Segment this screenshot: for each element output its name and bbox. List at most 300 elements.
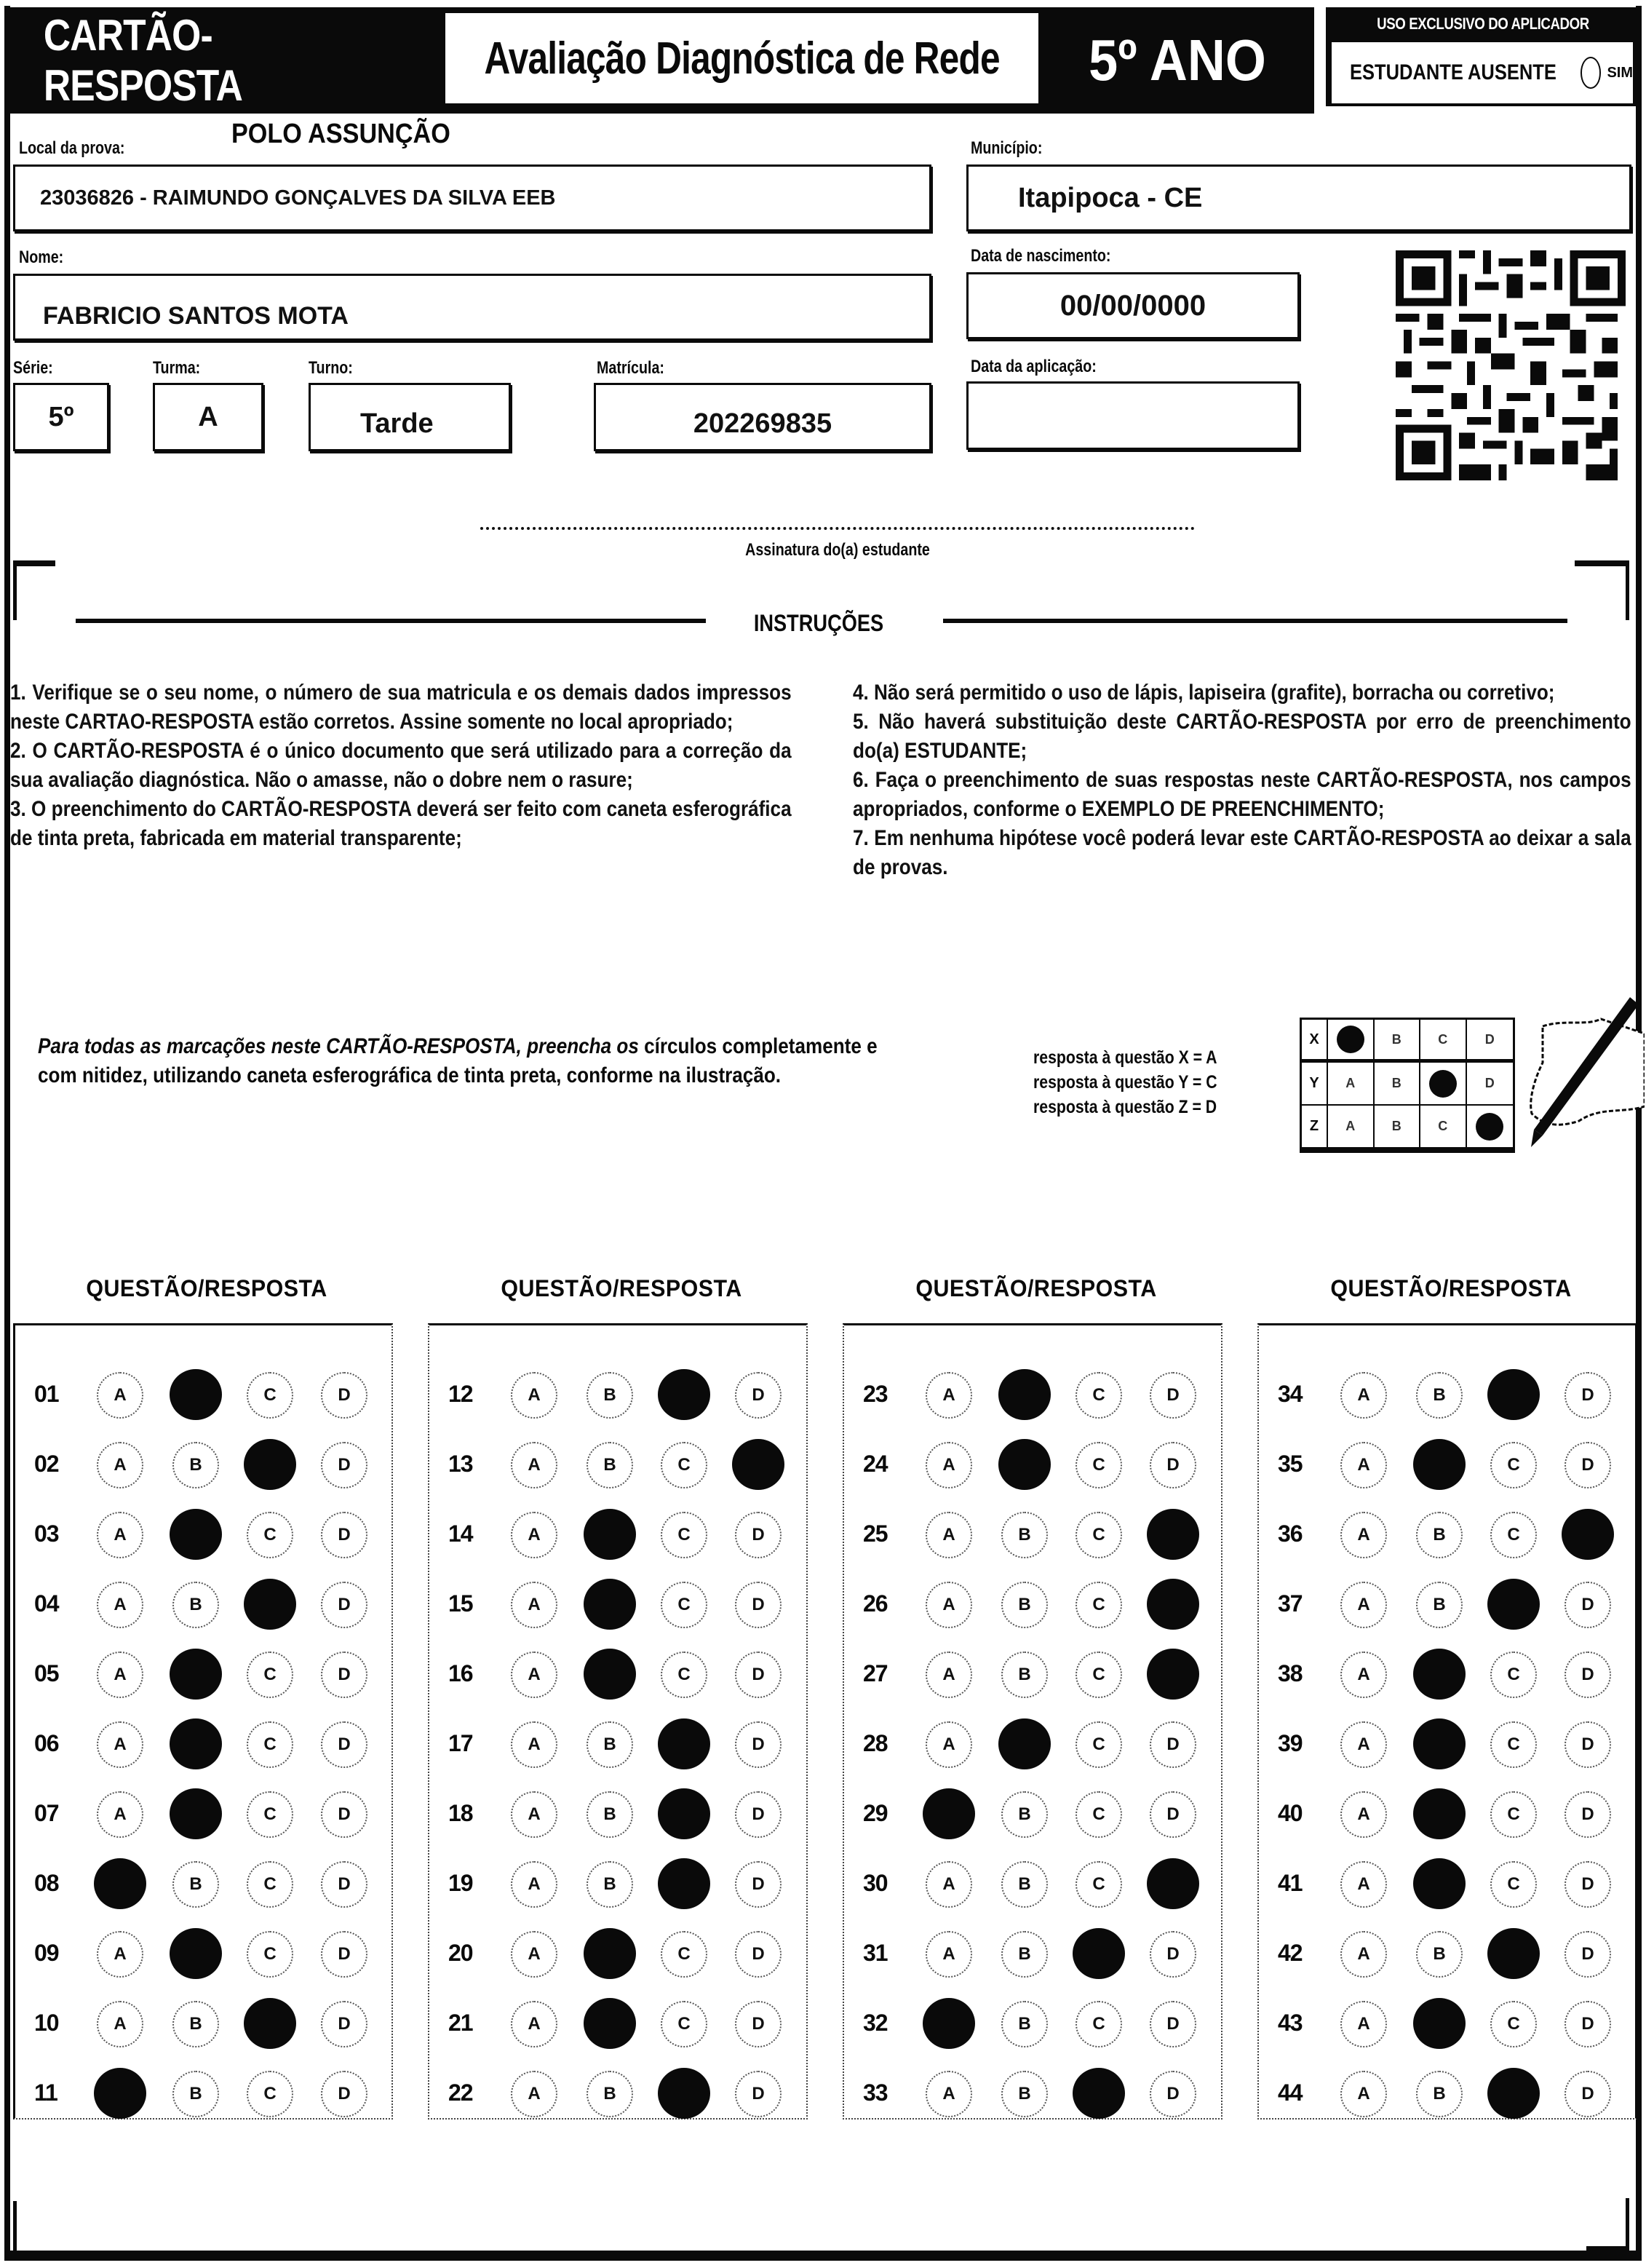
municipio-field[interactable] [966,164,1631,231]
answer-bubble-d-filled[interactable] [1147,1858,1199,1909]
answer-bubble-b[interactable]: B [587,2071,633,2117]
answer-bubble-a[interactable]: A [511,2071,557,2117]
answer-bubble-a-filled[interactable] [923,1998,975,2049]
answer-bubble-a[interactable]: A [97,1372,143,1419]
nascimento-label: Data de nascimento: [971,246,1111,266]
example-option-letter: D [1484,1031,1495,1047]
answer-bubble-d[interactable]: D [735,1791,782,1838]
answer-bubble-d[interactable]: D [1150,2071,1196,2117]
answer-bubble-b[interactable]: B [1001,1582,1048,1628]
answer-bubble-d[interactable]: D [1565,1372,1611,1419]
answer-bubble-d[interactable]: D [1565,1721,1611,1768]
answer-bubble-a-filled[interactable] [94,1858,146,1909]
nascimento-value: 00/00/0000 [1059,289,1206,322]
question-number: 11 [34,2079,57,2106]
answer-bubble-a[interactable]: A [1340,1721,1387,1768]
answer-bubble-b-filled[interactable] [170,1369,222,1420]
answer-bubble-c[interactable]: C [1076,1512,1122,1558]
answer-bubble-d-filled[interactable] [1147,1649,1199,1700]
answer-bubble-a[interactable]: A [926,1442,972,1488]
answer-bubble-b[interactable]: B [172,2071,219,2117]
answer-bubble-a[interactable]: A [97,1582,143,1628]
answer-bubble-d-filled[interactable] [1147,1579,1199,1630]
answer-bubble-b[interactable]: B [587,1372,633,1419]
answer-bubble-b[interactable]: B [1001,2071,1048,2117]
answer-bubble-d[interactable]: D [735,1652,782,1698]
answer-bubble-c[interactable]: C [661,1442,707,1488]
answer-bubble-b-filled[interactable] [1413,1718,1466,1769]
municipio-value: Itapipoca - CE [1018,182,1203,213]
example-option-cell [1328,1020,1375,1063]
answer-bubble-d[interactable]: D [1565,2071,1611,2117]
answer-bubble-b-filled[interactable] [170,1649,222,1700]
question-row [429,1371,806,1422]
answer-bubble-a[interactable]: A [511,1721,557,1768]
answer-bubble-b[interactable]: B [172,2001,219,2047]
answer-bubble-b[interactable]: B [1416,2071,1463,2117]
answer-bubble-c[interactable]: C [661,1512,707,1558]
answer-bubble-d[interactable]: D [1565,1791,1611,1838]
question-number: 35 [1278,1451,1303,1477]
question-number: 09 [34,1940,59,1966]
serie-value: 5º [48,401,74,432]
answer-bubble-d[interactable]: D [321,2071,367,2117]
question-row [844,1720,1221,1771]
answer-bubble-b-filled[interactable] [998,1718,1051,1769]
question-row [844,1930,1221,1980]
answer-bubble-c[interactable]: C [1076,1791,1122,1838]
question-number: 02 [34,1451,59,1477]
example-option-cell [1420,1020,1467,1063]
question-row [429,2069,806,2120]
answer-bubble-b-filled[interactable] [1413,1998,1466,2049]
example-option-cell [1328,1106,1375,1149]
instruction-5: 5. Não haverá substituição deste CARTÃO-RESPOSTA por erro de preenchimento do(a) ESTUDANTE; [853,710,1631,763]
signature-line[interactable] [480,527,1195,530]
answer-bubble-d[interactable]: D [1565,1582,1611,1628]
answer-bubble-c-filled[interactable] [658,1369,710,1420]
fill-instructions [38,1032,911,1090]
answer-bubble-b-filled[interactable] [1413,1439,1466,1490]
answer-bubble-d[interactable]: D [1150,1721,1196,1768]
answer-bubble-c-filled[interactable] [1487,1369,1540,1420]
answer-bubble-d[interactable]: D [321,1582,367,1628]
question-row [15,1930,391,1980]
example-legend-x: resposta à questão X = A [1033,1047,1217,1068]
answer-bubble-a[interactable]: A [511,1652,557,1698]
answer-bubble-c[interactable]: C [661,1652,707,1698]
exam-title: Avaliação Diagnóstica de Rede [484,33,1000,84]
applicator-panel [1326,7,1640,106]
answer-bubble-b-filled[interactable] [584,1509,636,1560]
answer-bubble-a[interactable]: A [1340,1582,1387,1628]
answer-bubble-c[interactable]: C [1076,1721,1122,1768]
example-option-letter: A [1345,1076,1356,1090]
question-number: 16 [448,1660,473,1686]
answer-bubble-b-filled[interactable] [584,1649,636,1700]
answer-bubble-c[interactable]: C [247,1721,293,1768]
answer-bubble-c-filled[interactable] [1073,1928,1125,1979]
question-row [429,1440,806,1491]
answer-bubble-b-filled[interactable] [584,1998,636,2049]
answer-column-title: QUESTÃO/RESPOSTA [1330,1275,1572,1301]
answer-bubble-d[interactable]: D [321,1791,367,1838]
question-number: 12 [448,1381,473,1407]
answer-bubble-c-filled[interactable] [658,1858,710,1909]
answer-bubble-b[interactable]: B [587,1721,633,1768]
answer-bubble-c-filled[interactable] [244,1439,296,1490]
answer-bubble-d-filled[interactable] [1562,1509,1614,1560]
instructions-title: INSTRUÇÕES [753,610,884,636]
example-option-letter: D [1484,1076,1495,1090]
answer-bubble-d[interactable]: D [735,1931,782,1978]
question-number: 17 [448,1730,473,1756]
answer-bubble-a[interactable]: A [926,2071,972,2117]
answer-bubble-c[interactable]: C [1076,1652,1122,1698]
matricula-field[interactable] [594,383,931,451]
answer-bubble-a[interactable]: A [511,1582,557,1628]
answer-bubble-c[interactable]: C [247,1652,293,1698]
question-number: 22 [448,2079,473,2106]
answer-bubble-d[interactable]: D [735,1372,782,1419]
answer-bubble-d[interactable]: D [1150,1442,1196,1488]
answer-bubble-b[interactable]: B [1416,1512,1463,1558]
answer-bubble-b[interactable]: B [1416,1931,1463,1978]
example-option-cell [1375,1020,1421,1063]
example-option-letter: C [1438,1119,1448,1133]
question-row [15,1999,391,2050]
question-row [844,1860,1221,1911]
aplicacao-field[interactable] [966,381,1300,450]
answer-bubble-b-filled[interactable] [170,1718,222,1769]
answer-bubble-c[interactable]: C [1490,2001,1537,2047]
answer-bubble-a[interactable]: A [1340,1652,1387,1698]
example-option-letter: B [1391,1076,1402,1090]
answer-bubble-a[interactable]: A [511,2001,557,2047]
qr-code-icon [1396,250,1626,480]
question-row [15,2069,391,2120]
example-option-cell [1375,1063,1421,1106]
question-number: 28 [863,1730,888,1756]
question-row [429,1510,806,1561]
answer-bubble-a[interactable]: A [97,1721,143,1768]
example-row-label: Y [1302,1063,1328,1106]
answer-bubble-a-filled[interactable] [94,2068,146,2119]
answer-bubble-b-filled[interactable] [1413,1858,1466,1909]
serie-field[interactable] [13,383,109,451]
answer-bubble-c[interactable]: C [1076,1372,1122,1419]
answer-bubble-d[interactable]: D [735,1512,782,1558]
nome-value: FABRICIO SANTOS MOTA [43,301,349,330]
answer-bubble-b[interactable]: B [1001,1791,1048,1838]
answer-bubble-c[interactable]: C [1490,1791,1537,1838]
question-row [429,1650,806,1701]
example-legend-y: resposta à questão Y = C [1033,1072,1217,1093]
answer-bubble-b[interactable]: B [172,1861,219,1908]
answer-bubble-b-filled[interactable] [170,1928,222,1979]
answer-bubble-a[interactable]: A [926,1721,972,1768]
answer-bubble-b[interactable]: B [172,1442,219,1488]
answer-bubble-b-filled[interactable] [584,1579,636,1630]
answer-bubble-a[interactable]: A [926,1372,972,1419]
answer-column-1 [13,1323,393,2120]
question-number: 33 [863,2079,888,2106]
answer-bubble-c[interactable]: C [1490,1861,1537,1908]
answer-bubble-a[interactable]: A [1340,1861,1387,1908]
signature-label: Assinatura do(a) estudante [745,540,930,560]
question-row [15,1440,391,1491]
example-row-label: X [1302,1020,1328,1063]
question-row [429,1720,806,1771]
matricula-value: 202269835 [693,408,832,439]
answer-bubble-d[interactable]: D [321,1652,367,1698]
answer-bubble-c-filled[interactable] [1073,2068,1125,2119]
answer-bubble-d[interactable]: D [735,1721,782,1768]
question-row [429,1860,806,1911]
answer-bubble-d[interactable]: D [735,2071,782,2117]
example-option-letter: A [1345,1119,1356,1133]
answer-bubble-d[interactable]: D [1565,1652,1611,1698]
answer-bubble-c[interactable]: C [1076,2001,1122,2047]
answer-bubble-a[interactable]: A [511,1791,557,1838]
question-number: 23 [863,1381,888,1407]
question-row [15,1371,391,1422]
answer-bubble-d[interactable]: D [1150,1931,1196,1978]
question-row [844,1510,1221,1561]
answer-bubble-d-filled[interactable] [732,1439,784,1490]
answer-bubble-d[interactable]: D [1565,1931,1611,1978]
answer-bubble-c-filled[interactable] [658,2068,710,2119]
answer-bubble-c[interactable]: C [1076,1582,1122,1628]
question-number: 44 [1278,2079,1303,2106]
question-number: 32 [863,2010,888,2036]
answer-bubble-d[interactable]: D [321,1372,367,1419]
question-number: 19 [448,1870,473,1896]
answer-bubble-b[interactable]: B [587,1861,633,1908]
question-row [15,1650,391,1701]
answer-bubble-c[interactable]: C [247,1791,293,1838]
answer-bubble-b-filled[interactable] [584,1928,636,1979]
answer-bubble-a[interactable]: A [1340,1791,1387,1838]
absent-student-bubble[interactable] [1581,57,1602,89]
answer-bubble-c[interactable]: C [1490,1721,1537,1768]
answer-bubble-d[interactable]: D [321,2001,367,2047]
turno-field[interactable] [309,383,511,451]
answer-bubble-d[interactable]: D [321,1721,367,1768]
question-row [15,1790,391,1841]
answer-bubble-a[interactable]: A [926,1652,972,1698]
serie-label: Série: [13,358,53,378]
answer-bubble-c[interactable]: C [1490,1512,1537,1558]
answer-bubble-d-filled[interactable] [1147,1509,1199,1560]
answer-bubble-b[interactable]: B [1001,1512,1048,1558]
question-row [1259,1999,1635,2050]
question-number: 25 [863,1520,888,1547]
answer-bubble-a[interactable]: A [1340,1512,1387,1558]
question-row [1259,1650,1635,1701]
answer-bubble-b[interactable]: B [1001,2001,1048,2047]
question-number: 18 [448,1800,473,1826]
corner-mark-bottom-left-horizontal [13,2251,55,2258]
turma-field[interactable] [153,383,263,451]
instructions-rule-right [943,619,1567,623]
answer-column-2 [428,1323,808,2120]
question-number: 21 [448,2010,473,2036]
answer-bubble-a[interactable]: A [511,1512,557,1558]
question-row [844,1440,1221,1491]
answer-column-title: QUESTÃO/RESPOSTA [915,1275,1157,1301]
answer-bubble-a[interactable]: A [97,2001,143,2047]
question-row [1259,1580,1635,1631]
answer-bubble-c-filled[interactable] [658,1788,710,1839]
instruction-3: 3. O preenchimento do CARTÃO-RESPOSTA deverá ser feito com caneta esferográfica de tinta preta, fabricada em material transparente; [10,797,792,850]
question-number: 41 [1278,1870,1303,1896]
question-row [429,1999,806,2050]
instruction-6: 6. Faça o preenchimento de suas respostas neste CARTÃO-RESPOSTA, nos campos apropriados, conforme o EXEMPLO DE PREENCHIMENTO; [853,768,1631,821]
question-number: 03 [34,1520,59,1547]
answer-bubble-d[interactable]: D [735,2001,782,2047]
answer-bubble-c[interactable]: C [661,1582,707,1628]
answer-bubble-c[interactable]: C [247,1931,293,1978]
answer-bubble-a[interactable]: A [511,1442,557,1488]
answer-bubble-a[interactable]: A [97,1931,143,1978]
answer-bubble-a[interactable]: A [926,1512,972,1558]
example-legend-z: resposta à questão Z = D [1033,1097,1217,1117]
answer-bubble-a[interactable]: A [1340,1372,1387,1419]
absent-student-box [1332,42,1633,103]
answer-bubble-a[interactable]: A [1340,2001,1387,2047]
answer-bubble-b[interactable]: B [172,1582,219,1628]
instruction-1: 1. Verifique se o seu nome, o número de sua matricula e os demais dados impressos neste CARTAO-RESPOSTA estão corretos. Assine somente no local apropriado; [10,681,792,734]
answer-bubble-a[interactable]: A [97,1791,143,1838]
answer-column-title: QUESTÃO/RESPOSTA [501,1275,742,1301]
municipio-label: Município: [971,138,1043,158]
answer-bubble-d[interactable]: D [1150,1372,1196,1419]
turno-value: Tarde [360,408,434,439]
answer-bubble-d[interactable]: D [321,1442,367,1488]
answer-bubble-c-filled[interactable] [1487,1928,1540,1979]
answer-bubble-c-filled[interactable] [244,1998,296,2049]
answer-bubble-d[interactable]: D [735,1582,782,1628]
example-option-cell [1420,1106,1467,1149]
answer-bubble-b[interactable]: B [1001,1931,1048,1978]
answer-bubble-d[interactable]: D [1565,2001,1611,2047]
answer-bubble-a[interactable]: A [1340,1931,1387,1978]
answer-bubble-c[interactable]: C [1490,1652,1537,1698]
answer-bubble-a[interactable]: A [97,1512,143,1558]
answer-bubble-b[interactable]: B [1001,1652,1048,1698]
answer-bubble-a[interactable]: A [511,1372,557,1419]
answer-bubble-b-filled[interactable] [998,1369,1051,1420]
absent-option-label: SIM [1607,64,1633,81]
answer-bubble-c-filled[interactable] [1487,2068,1540,2119]
question-number: 30 [863,1870,888,1896]
example-option-cell [1328,1063,1375,1106]
turma-value: A [198,401,218,432]
answer-bubble-b[interactable]: B [1416,1582,1463,1628]
answer-bubble-c-filled[interactable] [1487,1579,1540,1630]
nome-field[interactable] [13,274,931,341]
question-number: 06 [34,1730,59,1756]
question-row [429,1580,806,1631]
question-number: 01 [34,1381,59,1407]
answer-bubble-a[interactable]: A [511,1931,557,1978]
answer-bubble-a[interactable]: A [926,1931,972,1978]
question-number: 29 [863,1800,888,1826]
answer-bubble-c[interactable]: C [247,1512,293,1558]
question-number: 10 [34,2010,59,2036]
answer-bubble-b-filled[interactable] [170,1788,222,1839]
answer-bubble-a[interactable]: A [97,1652,143,1698]
answer-bubble-d[interactable]: D [321,1512,367,1558]
answer-bubble-c[interactable]: C [661,1931,707,1978]
question-row [429,1790,806,1841]
answer-bubble-d[interactable]: D [1565,1861,1611,1908]
answer-bubble-d[interactable]: D [1565,1442,1611,1488]
example-option-letter: B [1391,1031,1402,1047]
fill-instructions-text: círculos completamente e com nitidez, utilizando caneta esferográfica de tinta preta, conforme na ilustração. [38,1034,878,1087]
answer-bubble-c-filled[interactable] [658,1718,710,1769]
answer-bubble-a[interactable]: A [1340,1442,1387,1488]
answer-bubble-c[interactable]: C [247,1372,293,1419]
question-number: 07 [34,1800,59,1826]
answer-bubble-d[interactable]: D [1150,1791,1196,1838]
answer-bubble-c[interactable]: C [1490,1442,1537,1488]
instructions-right-column [853,678,1631,882]
question-row [1259,1371,1635,1422]
answer-bubble-c[interactable]: C [247,2071,293,2117]
answer-bubble-d[interactable]: D [321,1931,367,1978]
corner-mark-top-right [1575,560,1629,566]
answer-bubble-b[interactable]: B [587,1442,633,1488]
answer-bubble-b-filled[interactable] [1413,1788,1466,1839]
answer-bubble-a[interactable]: A [97,1442,143,1488]
answer-bubble-b[interactable]: B [1001,1861,1048,1908]
school-field[interactable] [13,164,931,231]
corner-mark-top-left-vertical [13,560,17,620]
answer-bubble-a[interactable]: A [926,1861,972,1908]
answer-bubble-b[interactable]: B [587,1791,633,1838]
answer-column-4 [1257,1323,1637,2120]
grade-banner: 5º ANO [1089,28,1266,92]
answer-bubble-b-filled[interactable] [170,1509,222,1560]
answer-bubble-a-filled[interactable] [923,1788,975,1839]
answer-bubble-a[interactable]: A [926,1582,972,1628]
instructions-rule-left [76,619,706,623]
nascimento-field[interactable] [966,272,1300,339]
example-option-cell [1375,1106,1421,1149]
answer-bubble-b-filled[interactable] [998,1439,1051,1490]
answer-bubble-b[interactable]: B [1416,1372,1463,1419]
question-number: 31 [863,1940,888,1966]
turno-label: Turno: [309,358,353,378]
answer-bubble-c[interactable]: C [661,2001,707,2047]
answer-bubble-d[interactable]: D [735,1861,782,1908]
answer-bubble-c-filled[interactable] [244,1579,296,1630]
example-filled-bubble [1429,1070,1457,1098]
answer-bubble-c[interactable]: C [1076,1861,1122,1908]
answer-bubble-c[interactable]: C [1076,1442,1122,1488]
answer-bubble-b-filled[interactable] [1413,1649,1466,1700]
answer-bubble-a[interactable]: A [511,1861,557,1908]
question-number: 05 [34,1660,59,1686]
answer-bubble-d[interactable]: D [321,1861,367,1908]
answer-bubble-a[interactable]: A [1340,2071,1387,2117]
answer-bubble-c[interactable]: C [247,1861,293,1908]
example-filled-bubble [1337,1026,1364,1053]
answer-bubble-d[interactable]: D [1150,2001,1196,2047]
question-row [1259,1930,1635,1980]
